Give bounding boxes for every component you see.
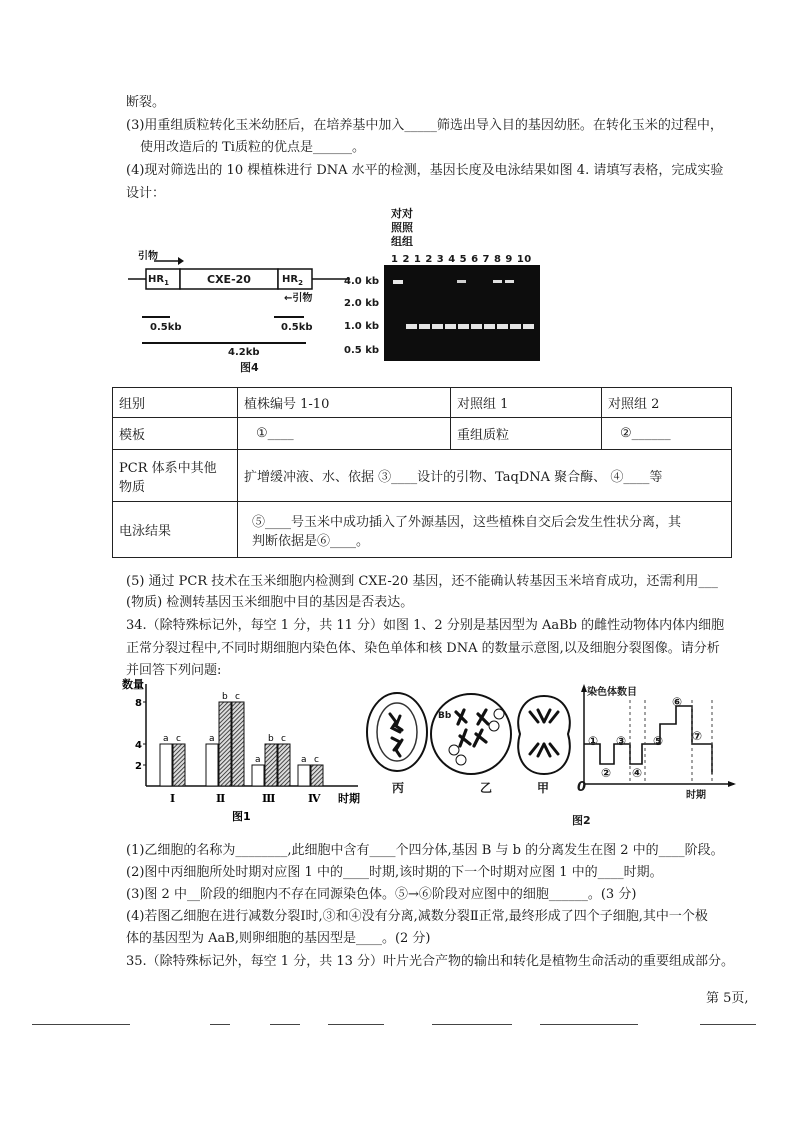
- cell-label-yi: 乙: [480, 781, 493, 795]
- electrophoresis-gel: [384, 265, 540, 361]
- table-row: [113, 418, 732, 450]
- q34-sub3: (3)图 2 中__阶段的细胞内不存在同源染色体。⑤→⑥阶段对应图中的细胞______。(3 分): [126, 887, 637, 902]
- fig2-stage-6: ⑥: [672, 695, 683, 709]
- hr2-label: $HR_2$: [282, 274, 303, 287]
- fig1-tick-label: 2: [135, 761, 142, 772]
- fig1-bar-letter: a: [255, 755, 261, 765]
- cell-division-images: [360, 690, 580, 790]
- gene-cxe20-label: CXE-20: [207, 273, 251, 286]
- q34-line3: 并回答下列问题:: [126, 663, 222, 678]
- q34-sub1: (1)乙细胞的名称为________,此细胞中含有____个四分体,基因 B 与 b 的分离发生在图 2 中的____阶段。: [126, 843, 724, 858]
- fig2-ylabel: 染色体数目: [587, 687, 637, 698]
- footer-rule: [432, 1024, 512, 1025]
- cell-label-bing: 丙: [392, 781, 405, 795]
- pcr-header-line1: PCR 体系中其他: [119, 460, 217, 476]
- fig2-stage-5: ⑤: [653, 734, 664, 748]
- table-cell: 植株编号 1-10: [238, 388, 451, 418]
- fig2-stage-3: ③: [616, 734, 627, 748]
- gel-band-1kb: [458, 324, 469, 329]
- gel-band-1kb: [497, 324, 508, 329]
- marker-4kb: 4.0 kb: [344, 276, 380, 287]
- gel-lane-labels: 1 2 1 2 3 4 5 6 7 8 9 10: [391, 254, 532, 265]
- cell-yi: [431, 694, 511, 774]
- q34-sub2: (2)图中丙细胞所处时期对应图 1 中的____时期,该时期的下一个时期对应图 1 中的____时期。: [126, 865, 663, 880]
- gel-header-1: 对对: [391, 207, 413, 220]
- result-line2: 判断依据是⑥____。: [252, 533, 370, 549]
- table-cell: 重组质粒: [451, 418, 602, 450]
- fig1-tick-label: 8: [135, 698, 142, 709]
- gel-band-1kb: [432, 324, 443, 329]
- fig1-bar-b: [219, 702, 231, 786]
- fig1-bar-a: [252, 765, 264, 786]
- footer-rule: [700, 1024, 756, 1025]
- fig1-bar-letter: c: [176, 734, 181, 744]
- q34-line2: 正常分裂过程中,不同时期细胞内染色体、染色单体和核 DNA 的数量示意图,以及细胞分裂图像。请分析: [126, 641, 720, 656]
- fig2-stage-1: ①: [588, 734, 599, 748]
- fig1-bar-c: [173, 744, 185, 786]
- footer-rule: [210, 1024, 230, 1025]
- fig1-bar-c: [311, 765, 323, 786]
- q34-line1: 34.（除特殊标记外，每空 1 分，共 11 分）如图 1、2 分别是基因型为 AaBb 的雌性动物体内体内细胞: [126, 618, 725, 633]
- gel-band-1kb: [419, 324, 430, 329]
- hr1-label: $HR_1$: [148, 274, 169, 287]
- fig1-bar-b: [265, 744, 277, 786]
- gel-band-1kb: [523, 324, 534, 329]
- q33-line0: 断裂。: [126, 95, 166, 110]
- experiment-design-table: [112, 387, 732, 558]
- table-cell: 对照组 2: [602, 388, 732, 418]
- fig1-category-label: Ⅰ: [170, 792, 176, 805]
- page-number: 第 5页,: [706, 991, 749, 1006]
- fig1-bar-letter: c: [281, 734, 286, 744]
- fig1-bar-a: [206, 744, 218, 786]
- footer-rule: [540, 1024, 638, 1025]
- cell-gene-label: Bb: [438, 711, 452, 721]
- fig2-stage-4: ④: [632, 766, 643, 780]
- gel-band-1kb: [471, 324, 482, 329]
- q33-5-line2: (物质) 检测转基因玉米细胞中目的基因是否表达。: [126, 595, 414, 610]
- gel-band-1kb: [406, 324, 417, 329]
- gel-band-1kb: [510, 324, 521, 329]
- pcr-header-line2: 物质: [119, 479, 146, 495]
- fig1-tick-label: 4: [135, 740, 142, 751]
- table-row: [113, 450, 732, 502]
- footer-rule: [270, 1024, 300, 1025]
- table-cell: ②______: [602, 418, 732, 450]
- gel-band-1kb: [484, 324, 495, 329]
- fig1-bar-letter: a: [209, 734, 215, 744]
- fig1-bar-letter: b: [222, 692, 228, 702]
- fig1-bar-letter: b: [268, 734, 274, 744]
- table-cell: 对照组 1: [451, 388, 602, 418]
- table-cell: 组别: [113, 388, 238, 418]
- fig2-origin: 0: [577, 780, 587, 795]
- result-line1: ⑤____号玉米中成功插入了外源基因，这些植株自交后会发生性状分离，其: [252, 514, 682, 530]
- footer-rule: [328, 1024, 384, 1025]
- table-cell: [113, 450, 238, 502]
- table-cell: [238, 502, 732, 558]
- q34-sub4b: 体的基因型为 AaB,则卵细胞的基因型是____。(2 分): [126, 931, 431, 946]
- q34-sub4a: (4)若图乙细胞在进行减数分裂Ⅰ时,③和④没有分离,减数分裂Ⅱ正常,最终形成了四个子细胞,其中一个极: [126, 909, 708, 924]
- cell-jia: [518, 696, 570, 774]
- q33-line2: 使用改造后的 Ti质粒的优点是______。: [140, 140, 365, 155]
- fig1-bar-letter: a: [163, 734, 169, 744]
- fig1-bar-a: [298, 765, 310, 786]
- table-cell: 扩增缓冲液、水、依据 ③____设计的引物、TaqDNA 聚合酶、 ④____等: [238, 450, 732, 502]
- table-row: [113, 502, 732, 558]
- fig2-xlabel: 时期: [686, 790, 706, 801]
- fig1-caption: 图1: [232, 810, 251, 823]
- fig4-caption: 图4: [240, 361, 259, 374]
- length-total-label: 4.2kb: [228, 347, 260, 358]
- primer-top-label: 引物: [138, 251, 158, 262]
- gel-band-4kb: [393, 280, 403, 284]
- fig1-bar-c: [232, 702, 244, 786]
- q35-line1: 35.（除特殊标记外，每空 1 分，共 13 分）叶片光合产物的输出和转化是植物生命活动的重要组成部分。: [126, 954, 735, 969]
- fig2-stage-2: ②: [601, 766, 612, 780]
- fig1-bar-a: [160, 744, 172, 786]
- gel-band-1kb: [445, 324, 456, 329]
- length-right-label: 0.5kb: [281, 322, 313, 333]
- fig2-caption: 图2: [572, 814, 591, 827]
- fig1-category-label: Ⅳ: [308, 792, 321, 805]
- fig1-xlabel: 时期: [338, 792, 360, 805]
- table-cell: 电泳结果: [113, 502, 238, 558]
- marker-1kb: 1.0 kb: [344, 321, 380, 332]
- gel-header-3: 组组: [391, 235, 413, 248]
- fig1-bar-chart: [120, 678, 370, 823]
- fig2-stage-7: ⑦: [692, 729, 703, 743]
- marker-2kb: 2.0 kb: [344, 298, 380, 309]
- fig1-ylabel: 数量: [122, 678, 144, 691]
- fig1-bar-c: [278, 744, 290, 786]
- fig1-bar-letter: a: [301, 755, 307, 765]
- gel-band-4kb: [505, 280, 514, 283]
- q33-line1: (3)用重组质粒转化玉米幼胚后，在培养基中加入_____筛选出导入目的基因幼胚。在转化玉米的过程中，: [126, 118, 723, 133]
- footer-rule: [32, 1024, 130, 1025]
- table-cell: 模板: [113, 418, 238, 450]
- gel-band-4kb: [457, 280, 466, 283]
- fig1-category-label: Ⅲ: [262, 792, 276, 805]
- gel-header-2: 照照: [391, 221, 413, 234]
- table-cell: ①____: [238, 418, 451, 450]
- length-left-label: 0.5kb: [150, 322, 182, 333]
- marker-05kb: 0.5 kb: [344, 345, 380, 356]
- fig1-category-label: Ⅱ: [216, 792, 226, 805]
- fig1-bar-letter: c: [235, 692, 240, 702]
- fig1-bar-letter: c: [314, 755, 319, 765]
- q33-5-line1: (5) 通过 PCR 技术在玉米细胞内检测到 CXE-20 基因，还不能确认转基因玉米培育成功，还需利用___: [126, 574, 718, 589]
- cell-label-jia: 甲: [537, 781, 550, 795]
- q33-line3: (4)现对筛选出的 10 棵植株进行 DNA 水平的检测，基因长度及电泳结果如图 4. 请填写表格，完成实验: [126, 163, 724, 178]
- table-row: [113, 388, 732, 418]
- primer-bottom-label: ←引物: [284, 293, 313, 304]
- gel-band-4kb: [493, 280, 502, 283]
- q33-line4: 设计：: [126, 186, 166, 201]
